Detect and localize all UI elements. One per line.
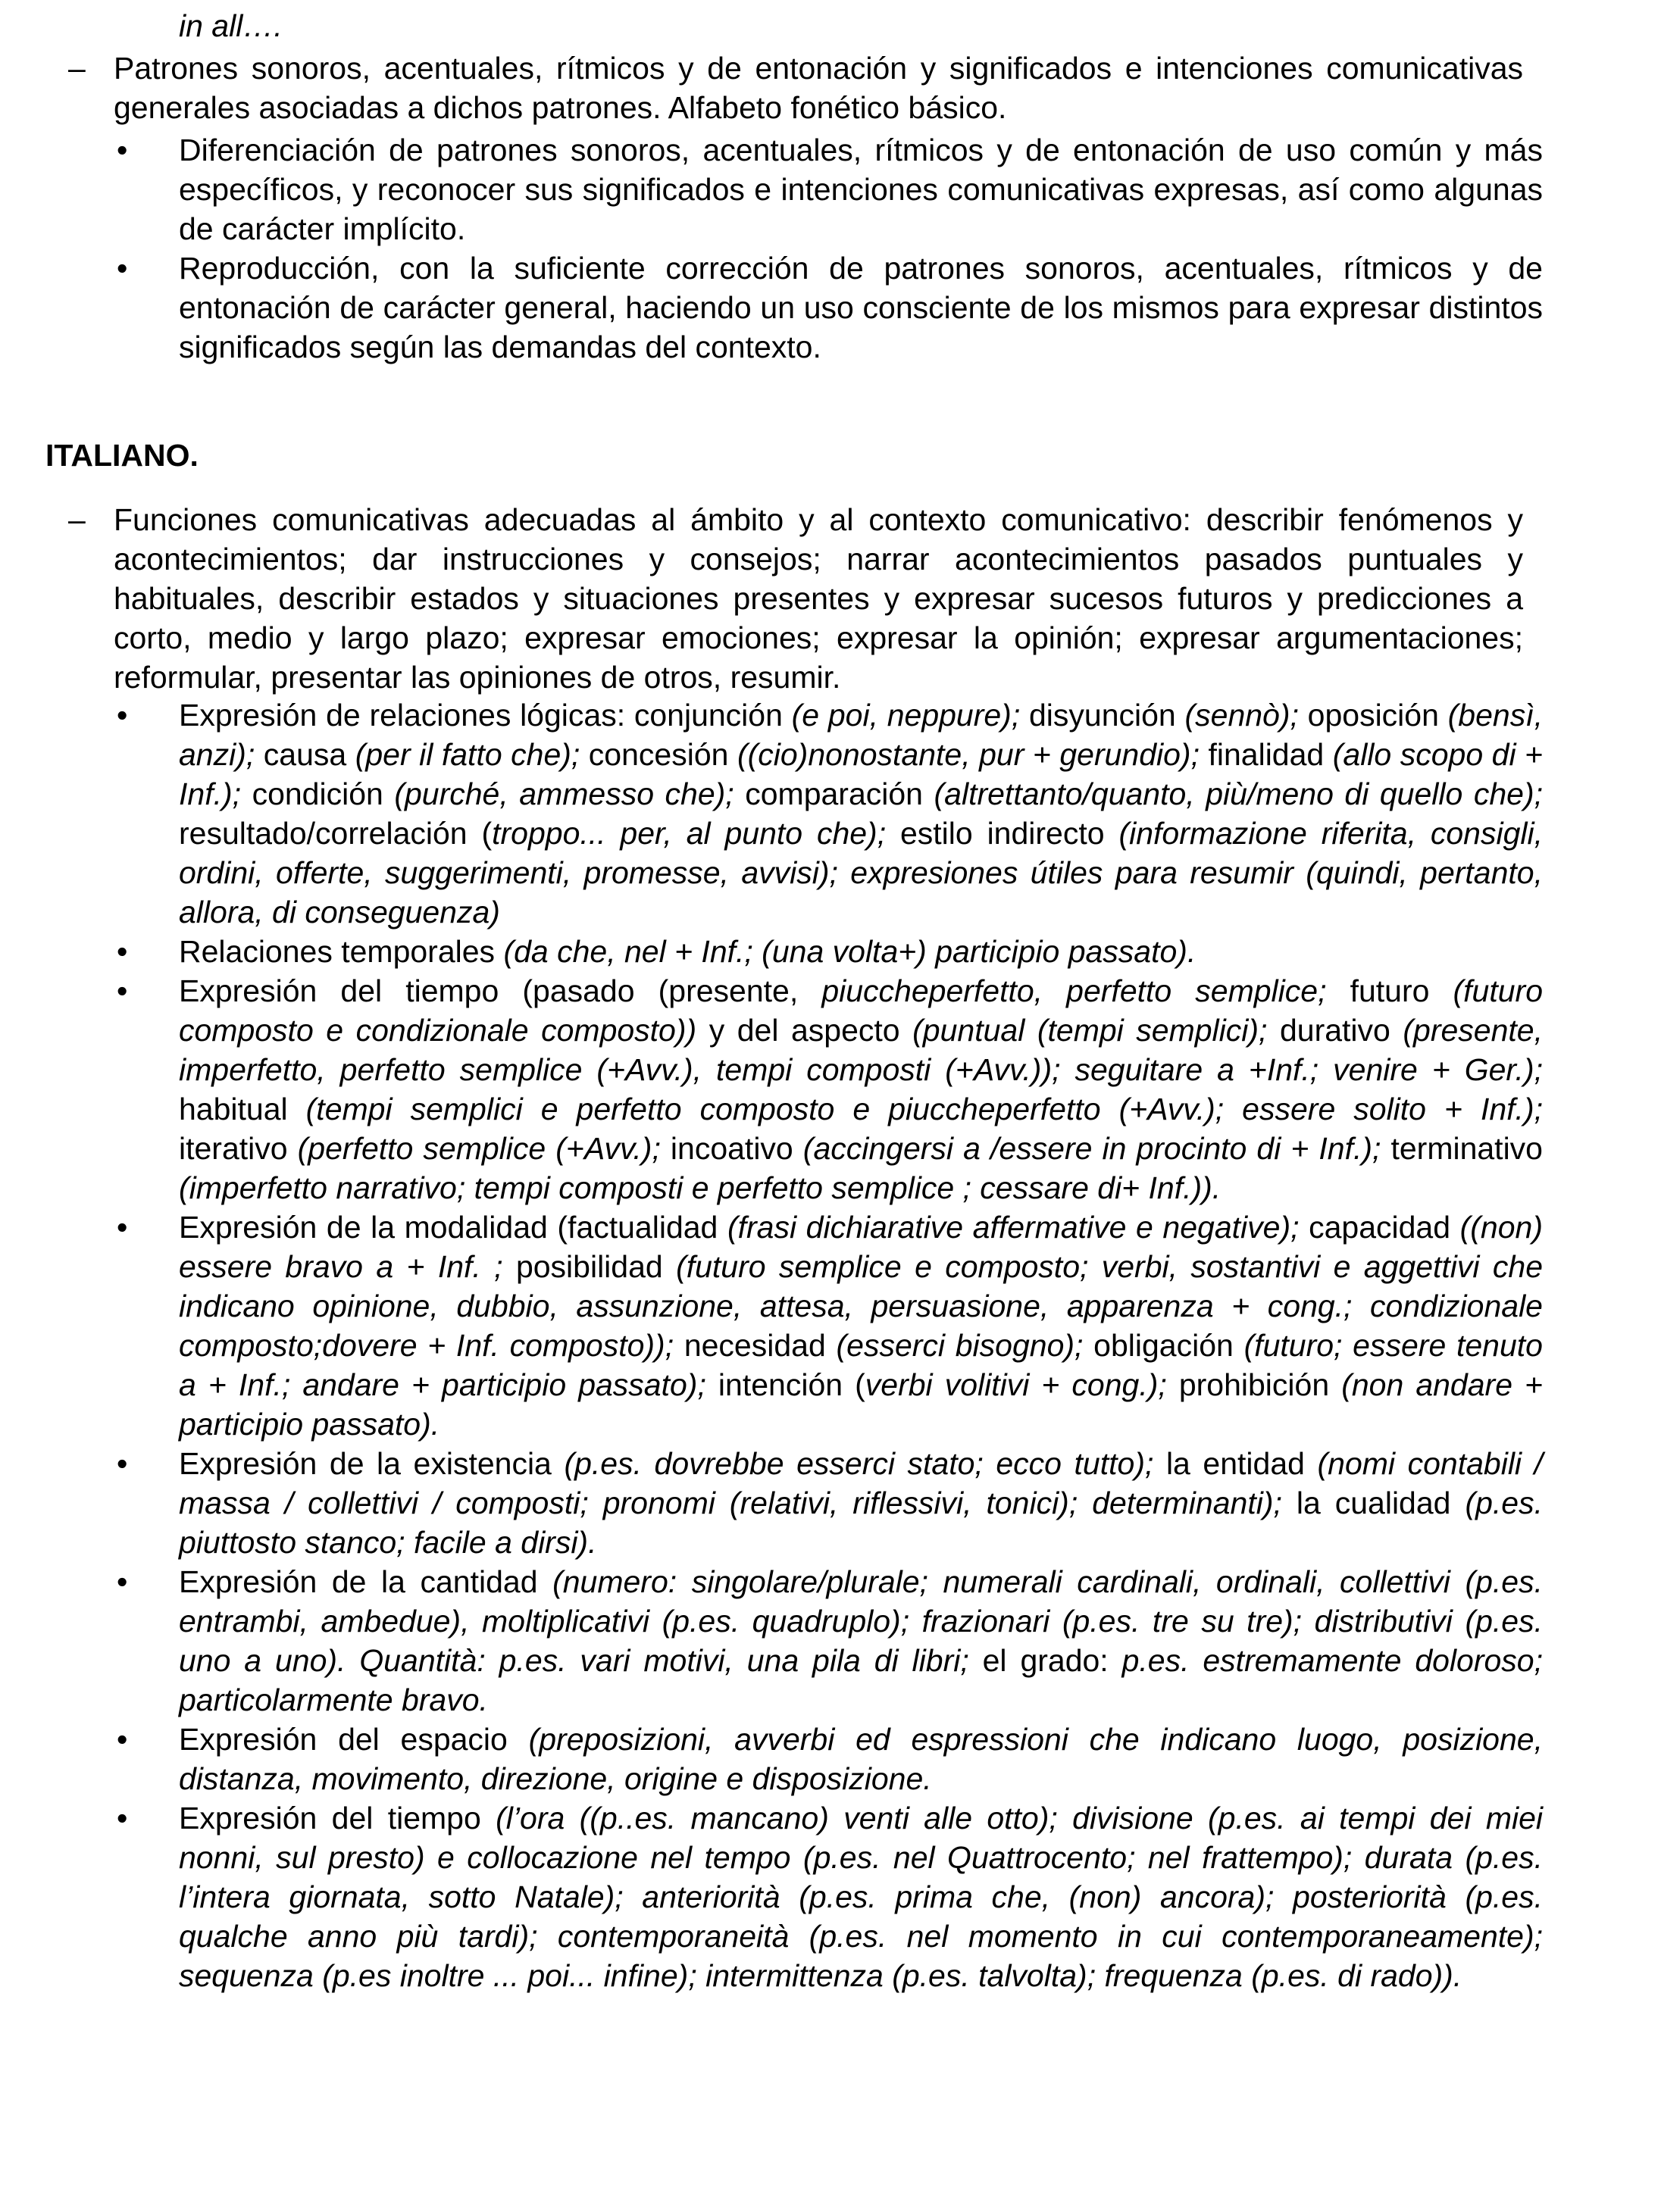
text-run: finalidad — [1199, 737, 1333, 772]
bullet-item — [117, 130, 1543, 248]
italic-text-run: (p.es. dovrebbe esserci stato; ecco tutto); — [564, 1446, 1154, 1481]
bullet-item — [117, 1444, 1543, 1562]
text-run: la cualidad — [1281, 1486, 1465, 1520]
text-run: posibilidad — [502, 1249, 677, 1284]
text-run: el grado: — [968, 1643, 1122, 1678]
italic-text-run: (bensì, anzi); — [179, 698, 1543, 772]
italic-text-run: (futuro semplice e composto; verbi, sostantivi e aggettivi che indicano opinione, dubbio, assunzione, attesa, persuasione, apparenza + cong.; condizionale composto;dovere + Inf. composto)); — [179, 1249, 1543, 1363]
dash-item-text: Patrones sonoros, acentuales, rítmicos y de entonación y significados e intenciones comunicativas generales asociadas a dichos patrones. Alfabeto fonético básico. — [114, 51, 1523, 125]
bullet-item — [117, 695, 1544, 932]
text-run: prohibición — [1166, 1367, 1342, 1402]
text-run: estilo indirecto — [886, 816, 1119, 851]
bullet-icon: • — [117, 698, 128, 733]
bullet-item — [117, 248, 1543, 367]
italic-text-run: (non andare + participio passato). — [179, 1367, 1544, 1442]
italic-text-run: (purché, ammesso che); — [394, 776, 734, 811]
text-run: Expresión de la cantidad — [179, 1564, 553, 1599]
italic-text-run: ((cio)nonostante, pur + gerundio); — [737, 737, 1200, 772]
dash-item-funciones — [68, 500, 1523, 697]
text-run: Expresión de la existencia — [179, 1446, 565, 1481]
italic-text-run: (informazione riferita, consigli, ordini, offerte, suggerimenti, promesse, avvisi); expresiones útiles para resumir (quindi, pertanto, allora, di conseguenza) — [179, 816, 1544, 929]
text-run: condición — [241, 776, 395, 811]
italic-text-run: (esserci bisogno); — [836, 1328, 1084, 1363]
italic-text-run: (da che, nel + Inf.; (una volta+) participio passato). — [503, 934, 1196, 969]
italic-text-run: piuccheperfetto, perfetto semplice; — [821, 973, 1327, 1008]
text-run: obligación — [1083, 1328, 1244, 1363]
text-run: Diferenciación de patrones sonoros, acentuales, rítmicos y de entonación de uso común y más específicos, y reconocer sus significados e intenciones comunicativas expresas, así como algunas de carácter implícito. — [179, 133, 1543, 246]
text-run: terminativo — [1381, 1131, 1543, 1166]
italic-text-run: (accingersi a /essere in procinto di + Inf.); — [802, 1131, 1381, 1166]
text-run: Expresión del tiempo — [179, 1801, 496, 1836]
text-run: comparación — [734, 776, 934, 811]
italic-text-run: (numero: singolare/plurale; numerali cardinali, ordinali, collettivi (p.es. entrambi, ambedue), moltiplicativi (p.es. quadruplo); frazionari (p.es. tre su tre); distributivi (p.es. uno a uno). Quantità: p.es. vari motivi, una pila di libri; — [179, 1564, 1543, 1678]
bullet-item — [117, 971, 1543, 1208]
section-heading: ITALIANO. — [45, 438, 199, 473]
text-run: resultado/correlación ( — [179, 816, 493, 851]
text-run: Relaciones temporales — [179, 934, 504, 969]
italic-text-run: (perfetto semplice (+Avv.); — [297, 1131, 661, 1166]
bullet-icon: • — [117, 1722, 128, 1757]
text-run: oposición — [1298, 698, 1448, 733]
text-run: necesidad — [674, 1328, 837, 1363]
italic-text-run: (altrettanto/quanto, più/meno di quello che); — [934, 776, 1543, 811]
italic-text-run: (tempi semplici e perfetto composto e piuccheperfetto (+Avv.); essere solito + Inf.); — [305, 1092, 1543, 1126]
dash-item-patrones — [68, 48, 1523, 127]
dash-icon: – — [68, 51, 86, 86]
text-run: Reproducción, con la suficiente corrección de patrones sonoros, acentuales, rítmicos y de entonación de carácter general, haciendo un uso consciente de los mismos para expresar distintos significados según las demandas del contexto. — [179, 251, 1543, 364]
text-run: la entidad — [1153, 1446, 1318, 1481]
text-run: incoativo — [660, 1131, 803, 1166]
bullet-icon: • — [117, 251, 128, 286]
text-run: habitual — [179, 1092, 306, 1126]
continuation-text: in all…. — [179, 8, 283, 43]
bullet-item — [117, 1720, 1543, 1798]
bullet-item — [117, 1562, 1543, 1720]
italic-text-run: verbi volitivi + cong.); — [865, 1367, 1167, 1402]
bullet-item — [117, 1798, 1543, 1995]
italic-text-run: (allo scopo di + Inf.); — [179, 737, 1544, 811]
text-run: iterativo — [179, 1131, 298, 1166]
italic-text-run: (puntual (tempi semplici); — [912, 1013, 1268, 1048]
text-run: causa — [255, 737, 355, 772]
text-run: Expresión de la modalidad (factualidad — [179, 1210, 727, 1245]
italic-text-run: (preposizioni, avverbi ed espressioni che indicano luogo, posizione, distanza, movimento, direzione, origine e disposizione. — [179, 1722, 1543, 1796]
italic-text-run: p.es. estremamente doloroso; particolarmente bravo. — [179, 1643, 1543, 1717]
italic-text-run: troppo... per, al punto che); — [492, 816, 887, 851]
bullet-icon: • — [117, 1564, 128, 1599]
text-run: Expresión de relaciones lógicas: conjunción — [179, 698, 792, 733]
bullet-item — [117, 1208, 1544, 1444]
text-run: intención ( — [705, 1367, 865, 1402]
italic-text-run: (p.es. piuttosto stanco; facile a dirsi). — [179, 1486, 1543, 1560]
italic-text-run: (sennò); — [1184, 698, 1299, 733]
bullet-icon: • — [117, 1210, 128, 1245]
text-run: y del aspecto — [696, 1013, 913, 1048]
italic-text-run: (nomi contabili / massa / collettivi / composti; pronomi (relativi, riflessivi, tonici); determinanti); — [179, 1446, 1543, 1520]
italic-text-run: (imperfetto narrativo; tempi composti e perfetto semplice ; cessare di+ Inf.)). — [179, 1170, 1222, 1205]
bullet-item — [117, 932, 1543, 971]
text-run: concesión — [580, 737, 737, 772]
italic-text-run: (frasi dichiarative affermative e negative); — [727, 1210, 1300, 1245]
bullet-icon: • — [117, 973, 128, 1008]
text-run: futuro — [1326, 973, 1453, 1008]
italic-text-run: ((non) essere bravo a + Inf. ; — [179, 1210, 1543, 1284]
italic-text-run: (futuro composto e condizionale composto)) — [179, 973, 1543, 1048]
dash-icon: – — [68, 502, 86, 537]
text-run: disyunción — [1020, 698, 1185, 733]
italic-text-run: (per il fatto che); — [355, 737, 580, 772]
text-run: capacidad — [1299, 1210, 1460, 1245]
bullet-icon: • — [117, 1446, 128, 1481]
text-run: Expresión del espacio — [179, 1722, 529, 1757]
dash-item-text: Funciones comunicativas adecuadas al ámbito y al contexto comunicativo: describir fenómenos y acontecimientos; dar instrucciones y consejos; narrar acontecimientos pasados puntuales y habituales, describir estados y situaciones presentes y expresar sucesos futuros y predicciones a corto, medio y largo plazo; expresar emociones; expresar la opinión; expresar argumentaciones; reformular, presentar las opiniones de otros, resumir. — [114, 502, 1523, 695]
bullet-list-1 — [117, 130, 1543, 367]
text-run: Expresión del tiempo (pasado (presente, — [179, 973, 822, 1008]
text-run: durativo — [1267, 1013, 1403, 1048]
italic-text-run: (presente, imperfetto, perfetto semplice (+Avv.), tempi composti (+Avv.)); seguitare a +Inf.; venire + Ger.); — [179, 1013, 1543, 1087]
italic-text-run: (l’ora ((p..es. mancano) venti alle otto); divisione (p.es. ai tempi dei miei nonni, sul presto) e collocazione nel tempo (p.es. nel Quattrocento; nel frattempo); durata (p.es. l’intera giornata, sotto Natale); anteriorità (p.es. prima che, (non) ancora); posteriorità (p.es. qualche anno più tardi); contemporaneità (p.es. nel momento in cui contemporaneamente); sequenza (p.es inoltre ... poi... infine); intermittenza (p.es. talvolta); frequenza (p.es. di rado)). — [179, 1801, 1543, 1993]
bullet-icon: • — [117, 1801, 128, 1836]
bullet-icon: • — [117, 934, 128, 969]
italic-text-run: (futuro; essere tenuto a + Inf.; andare + participio passato); — [179, 1328, 1543, 1402]
italic-text-run: (e poi, neppure); — [791, 698, 1021, 733]
bullet-icon: • — [117, 133, 128, 167]
bullet-list-2 — [117, 695, 1544, 1995]
